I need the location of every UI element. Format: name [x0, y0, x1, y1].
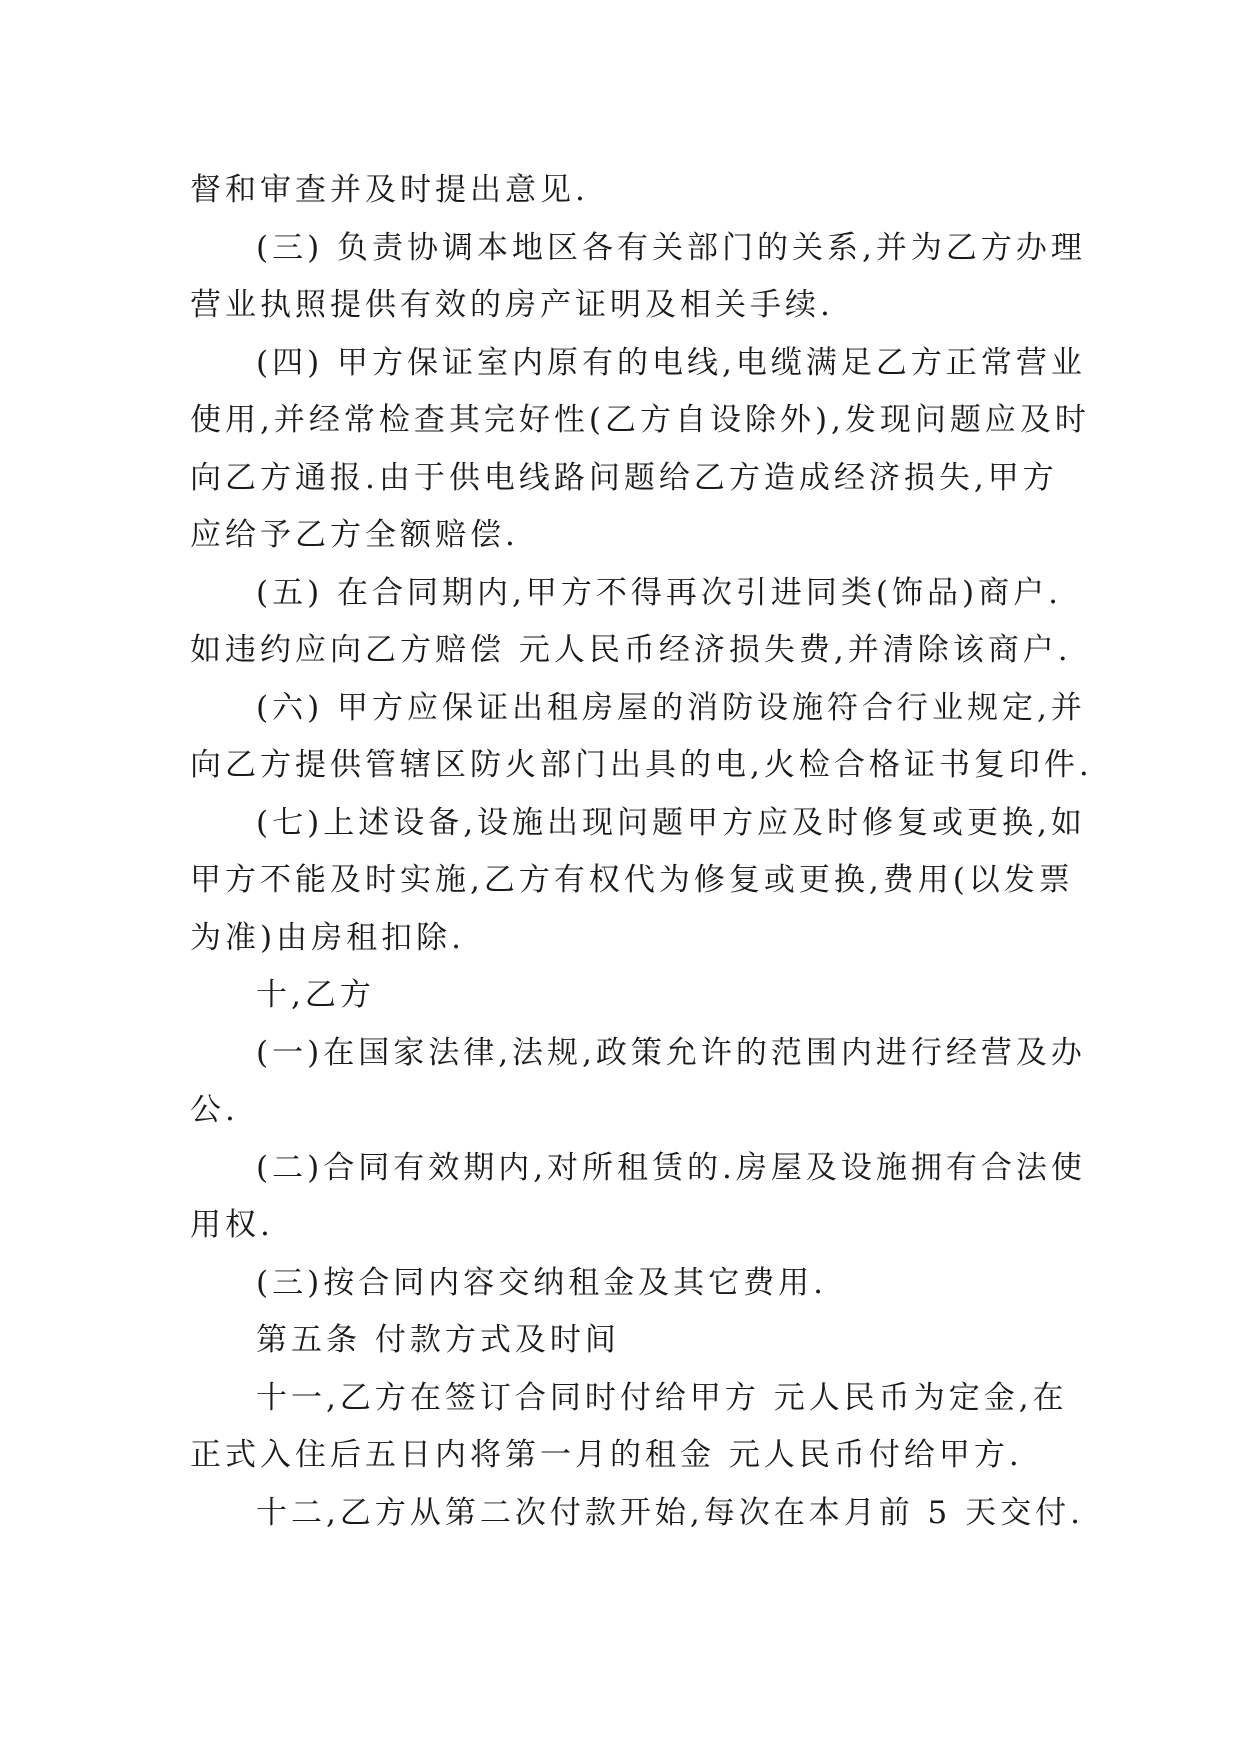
article-heading-payment	[190, 1312, 1060, 1370]
text-line: 甲方不能及时实施,乙方有权代为修复或更换,费用(以发票	[190, 862, 1074, 898]
document-body	[190, 162, 1093, 1542]
paragraph-clause-6-fire-safety	[190, 680, 1093, 795]
text-line: 应给予乙方全额赔偿.	[190, 517, 519, 553]
text-line: (五) 在合同期内,甲方不得再次引进同类(饰品)商户.	[256, 574, 1062, 611]
text-line: 营业执照提供有效的房产证明及相关手续.	[190, 287, 834, 323]
text-line: 向乙方通报.由于供电线路问题给乙方造成经济损失,甲方	[190, 459, 1058, 496]
text-line: 十一,乙方在签订合同时付给甲方 元人民币为定金,在	[256, 1379, 1068, 1416]
text-line: 使用,并经常检查其完好性(乙方自设除外),发现问题应及时	[190, 402, 1090, 438]
text-line: 第五条 付款方式及时间	[256, 1322, 620, 1358]
paragraph-clause-7-repairs	[190, 795, 1086, 968]
paragraph-party-b-2-usage-right	[190, 1140, 1086, 1255]
paragraph-clause-4-electrical	[190, 335, 1090, 565]
paragraph-clause-3-coordination	[190, 220, 1086, 335]
paragraph-party-b-1-legal-operation	[190, 1025, 1086, 1140]
paragraph-clause-5-exclusivity	[190, 565, 1072, 680]
text-line: (六) 甲方应保证出租房屋的消防设施符合行业规定,并	[256, 689, 1086, 726]
paragraph-clause-12-schedule	[190, 1485, 1084, 1543]
text-line: (三) 负责协调本地区各有关部门的关系,并为乙方办理	[256, 229, 1086, 266]
paragraph-clause-11-deposit	[190, 1370, 1068, 1485]
text-line: 十,乙方	[256, 977, 375, 1013]
text-line: 正式入住后五日内将第一月的租金 元人民币付给甲方.	[190, 1437, 1023, 1473]
text-line: (一)在国家法律,法规,政策允许的范围内进行经营及办	[256, 1034, 1086, 1071]
section-heading-party-b	[190, 967, 1060, 1025]
text-line: 为准)由房租扣除.	[190, 919, 465, 956]
text-line: 用权.	[190, 1207, 274, 1243]
text-line: 十二,乙方从第二次付款开始,每次在本月前 5 天交付.	[256, 1494, 1084, 1531]
text-line: (七)上述设备,设施出现问题甲方应及时修复或更换,如	[256, 804, 1086, 841]
text-line: 督和审查并及时提出意见.	[190, 172, 589, 208]
text-line: (二)合同有效期内,对所租赁的.房屋及设施拥有合法使	[256, 1149, 1086, 1186]
text-line: 如违约应向乙方赔偿 元人民币经济损失费,并清除该商户.	[190, 632, 1072, 668]
paragraph-party-b-3-rent-payment	[190, 1255, 1060, 1313]
text-line: (四) 甲方保证室内原有的电线,电缆满足乙方正常营业	[256, 344, 1086, 381]
text-line: 向乙方提供管辖区防火部门出具的电,火检合格证书复印件.	[190, 747, 1093, 783]
text-line: (三)按合同内容交纳租金及其它费用.	[256, 1264, 828, 1301]
text-line: 公.	[190, 1092, 239, 1128]
paragraph-review-continuation	[190, 162, 1060, 220]
